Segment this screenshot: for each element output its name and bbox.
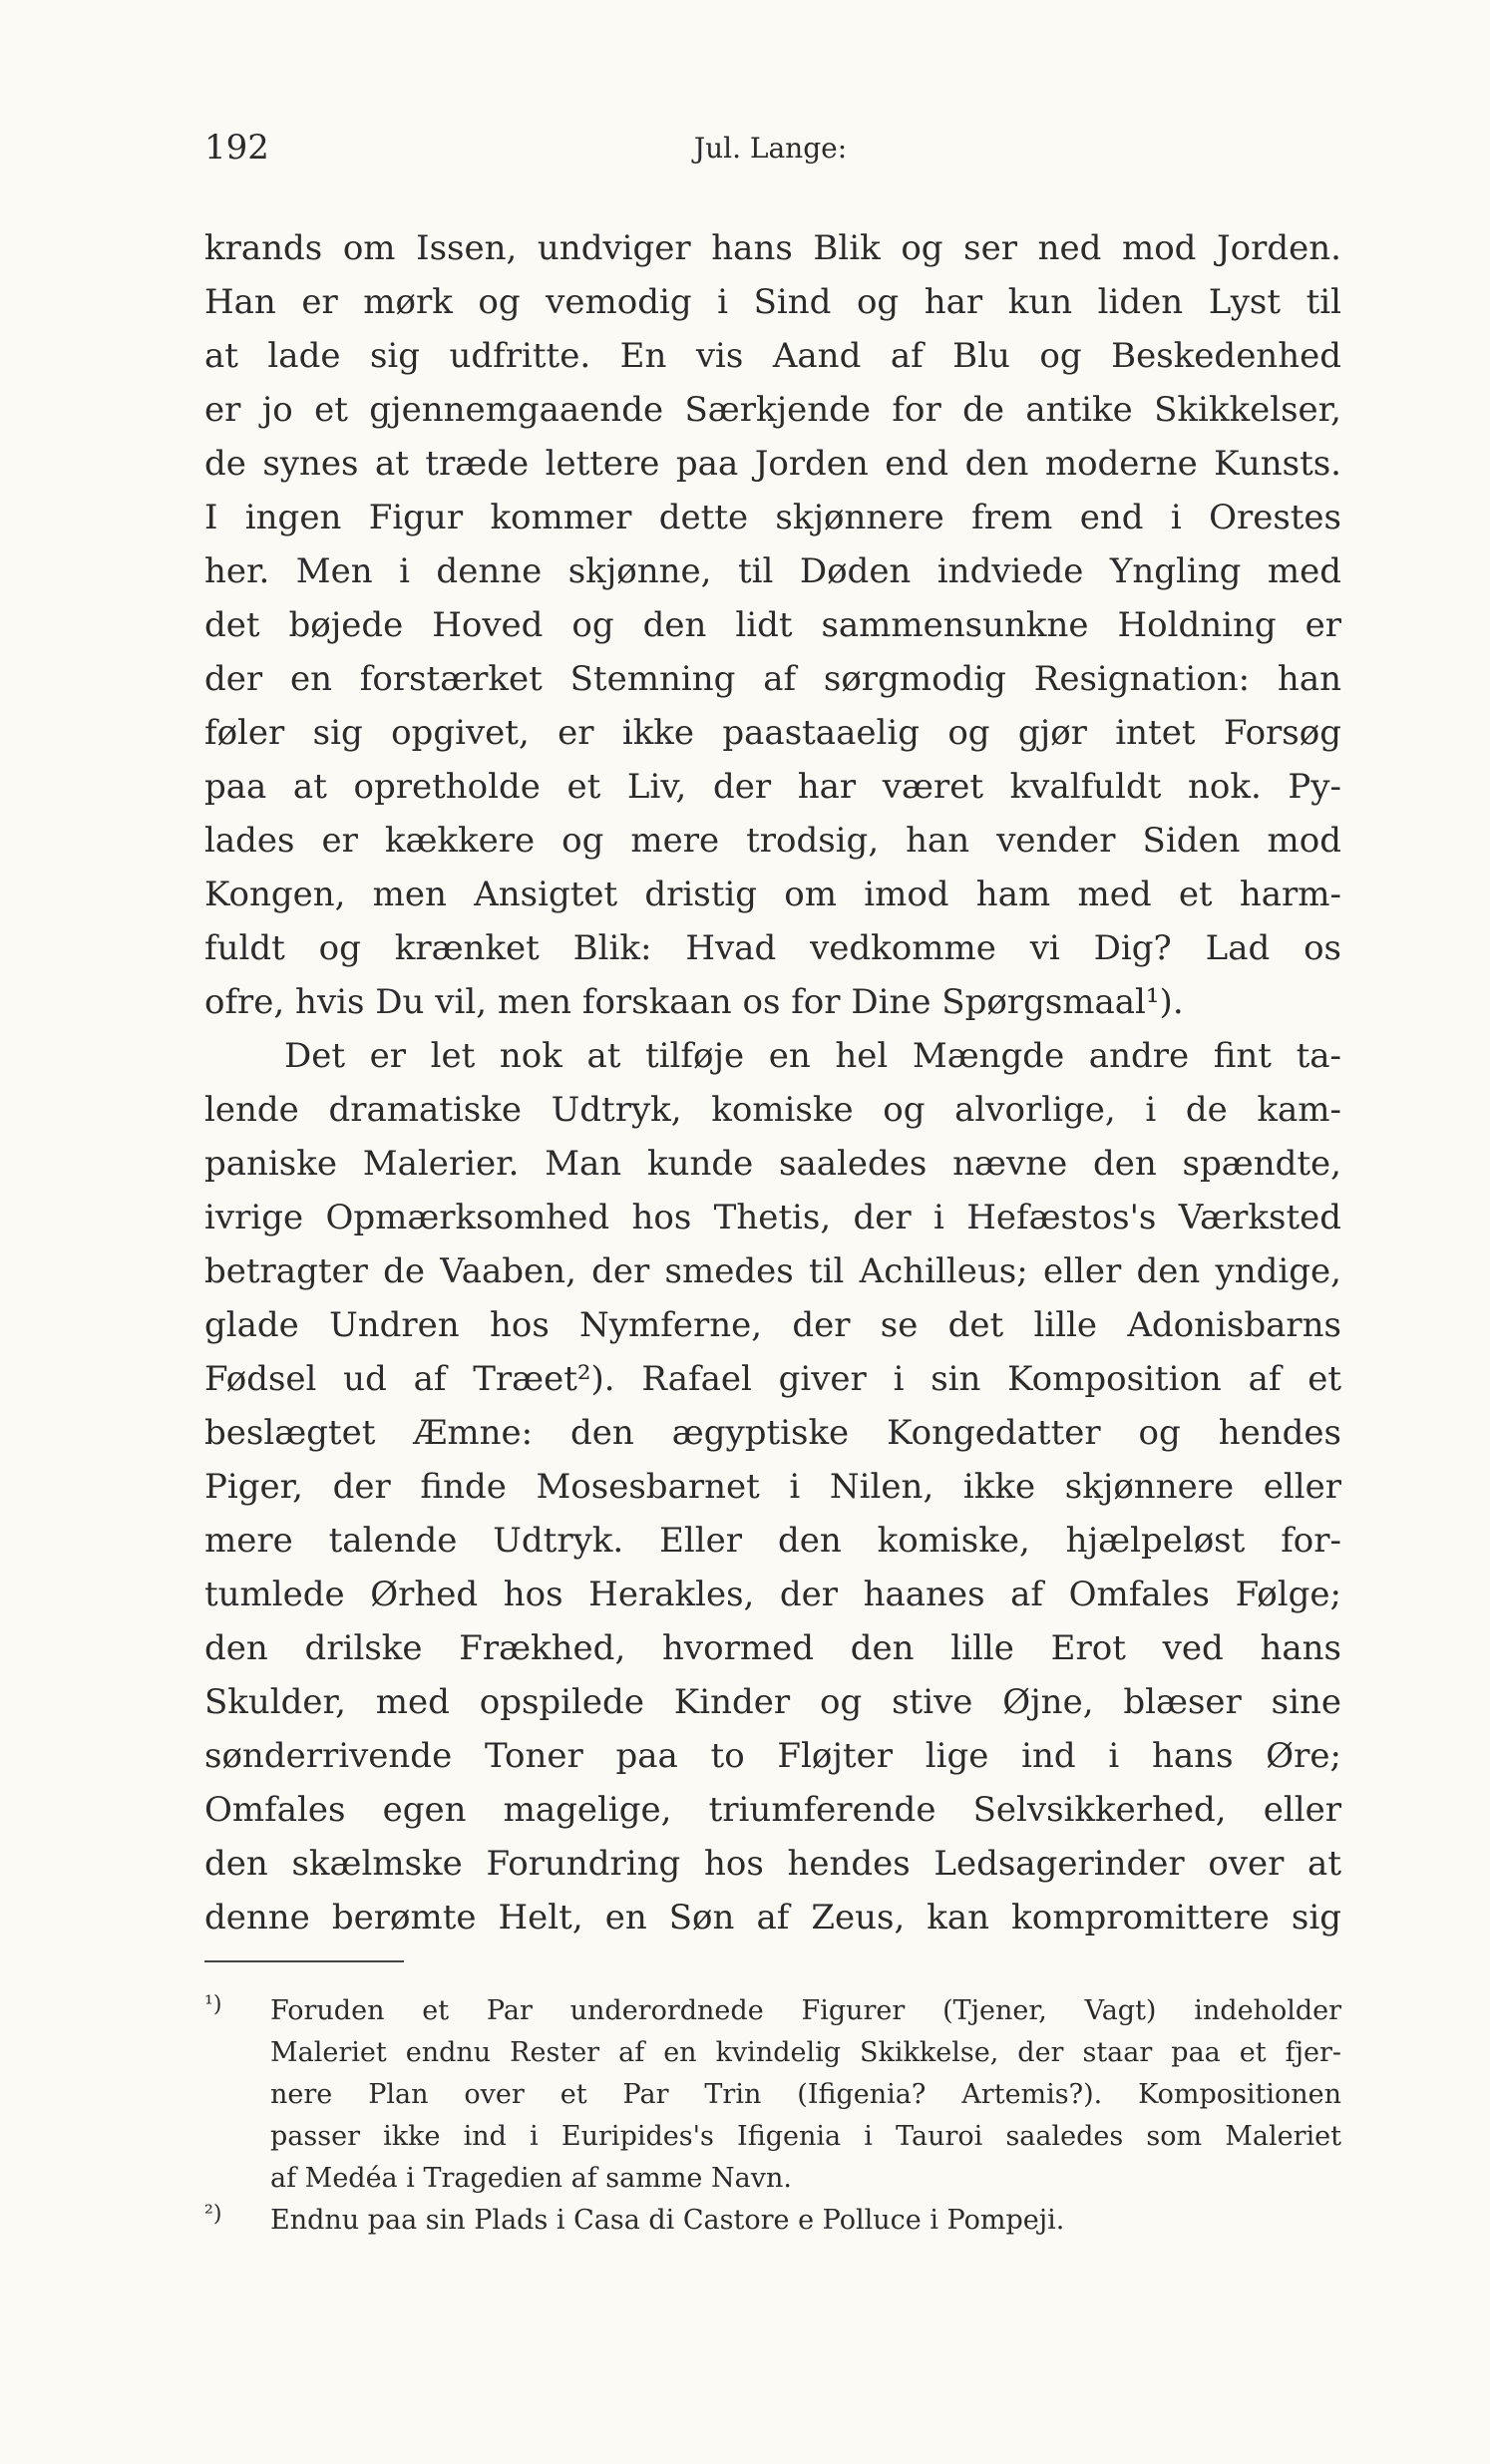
text-line: glade Undren hos Nymferne, der se det lille Adonisbarns bbox=[204, 1305, 1341, 1345]
footnote-1-line: passer ikke ind i Euripides's Ifigenia i Tauroi saaledes som Maleriet bbox=[270, 2121, 1341, 2152]
body-text bbox=[204, 221, 1341, 1944]
text-line: de synes at træde lettere paa Jorden end den moderne Kunsts. bbox=[204, 444, 1341, 484]
text-line: paa at opretholde et Liv, der har været kvalfuldt nok. Py- bbox=[204, 767, 1341, 807]
footnote-1-line bbox=[204, 1990, 1341, 2032]
text-line: Omfales egen magelige, triumferende Selvsikkerhed, eller bbox=[204, 1790, 1341, 1830]
text-line: Fødsel ud af Træet²). Rafael giver i sin Komposition af et bbox=[204, 1359, 1341, 1399]
footnotes bbox=[204, 1990, 1341, 2242]
text-line: Han er mørk og vemodig i Sind og har kun liden Lyst til bbox=[204, 282, 1341, 322]
text-line: tumlede Ørhed hos Herakles, der haanes af Omfales Følge; bbox=[204, 1575, 1341, 1614]
footnote-2-line bbox=[204, 2200, 1341, 2242]
text-line: denne berømte Helt, en Søn af Zeus, kan kompromittere sig bbox=[204, 1898, 1341, 1937]
text-line: ofre, hvis Du vil, men forskaan os for Dine Spørgsmaal¹). bbox=[204, 982, 1184, 1022]
text-line: her. Men i denne skjønne, til Døden indviede Yngling med bbox=[204, 551, 1341, 591]
footnote-text: Foruden et Par underordnede Figurer (Tjener, Vagt) indeholder bbox=[270, 1995, 1341, 2026]
text-line: ivrige Opmærksomhed hos Thetis, der i Hefæstos's Værksted bbox=[204, 1198, 1341, 1237]
text-line: beslægtet Æmne: den ægyptiske Kongedatter og hendes bbox=[204, 1413, 1341, 1453]
text-line: Piger, der finde Mosesbarnet i Nilen, ikke skjønnere eller bbox=[204, 1467, 1341, 1507]
text-line: Skulder, med opspilede Kinder og stive Øjne, blæser sine bbox=[204, 1682, 1341, 1722]
text-line: den drilske Frækhed, hvormed den lille Erot ved hans bbox=[204, 1628, 1341, 1668]
text-line: det bøjede Hoved og den lidt sammensunkne Holdning er bbox=[204, 605, 1341, 645]
text-line: paniske Malerier. Man kunde saaledes nævne den spændte, bbox=[204, 1144, 1341, 1184]
footnote-marker: ²) bbox=[204, 2202, 222, 2227]
text-line: sønderrivende Toner paa to Fløjter lige ind i hans Øre; bbox=[204, 1736, 1341, 1776]
text-line: føler sig opgivet, er ikke paastaaelig og gjør intet Forsøg bbox=[204, 713, 1341, 753]
text-line: Kongen, men Ansigtet dristig om imod ham med et harm- bbox=[204, 875, 1341, 914]
text-line: er jo et gjennemgaaende Særkjende for de antike Skikkelser, bbox=[204, 390, 1341, 430]
text-line: I ingen Figur kommer dette skjønnere frem end i Orestes bbox=[204, 498, 1341, 537]
footnote-divider bbox=[204, 1960, 404, 1962]
footnote-marker: ¹) bbox=[204, 1992, 222, 2017]
text-line: lende dramatiske Udtryk, komiske og alvorlige, i de kam- bbox=[204, 1090, 1341, 1130]
text-line: mere talende Udtryk. Eller den komiske, hjælpeløst for- bbox=[204, 1521, 1341, 1561]
running-head: Jul. Lange: bbox=[693, 132, 848, 165]
footnote-1-line: Maleriet endnu Rester af en kvindelig Skikkelse, der staar paa et fjer- bbox=[270, 2037, 1341, 2068]
page-number: 192 bbox=[204, 128, 269, 168]
footnote-1-line: af Medéa i Tragedien af samme Navn. bbox=[270, 2163, 792, 2194]
text-line: at lade sig udfritte. En vis Aand af Blu og Beskedenhed bbox=[204, 336, 1341, 376]
page-header bbox=[204, 128, 1336, 177]
text-line: lades er kækkere og mere trodsig, han vender Siden mod bbox=[204, 821, 1341, 861]
text-line: der en forstærket Stemning af sørgmodig Resignation: han bbox=[204, 659, 1341, 699]
text-line: Det er let nok at tilføje en hel Mængde andre fint ta- bbox=[284, 1036, 1341, 1076]
text-line: fuldt og krænket Blik: Hvad vedkomme vi Dig? Lad os bbox=[204, 928, 1341, 968]
footnote-1-line: nere Plan over et Par Trin (Ifigenia? Artemis?). Kompositionen bbox=[270, 2079, 1341, 2110]
text-line: betragter de Vaaben, der smedes til Achilleus; eller den yndige, bbox=[204, 1251, 1341, 1291]
text-line: den skælmske Forundring hos hendes Ledsagerinder over at bbox=[204, 1844, 1341, 1884]
text-line: krands om Issen, undviger hans Blik og ser ned mod Jorden. bbox=[204, 228, 1341, 268]
footnote-text: Endnu paa sin Plads i Casa di Castore e Polluce i Pompeji. bbox=[270, 2205, 1065, 2236]
